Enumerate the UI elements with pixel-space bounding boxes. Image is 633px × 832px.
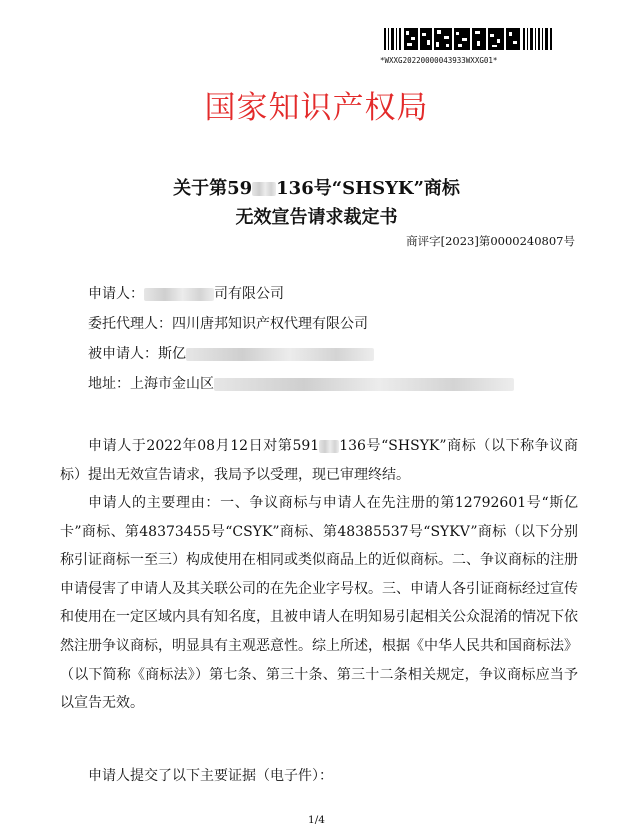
page-number: 1/4 — [308, 814, 325, 826]
address-field — [88, 373, 514, 393]
applicant-label: 申请人： — [88, 286, 144, 302]
redaction — [252, 182, 276, 196]
p2-text: 申请人的主要理由：一、争议商标与申请人在先注册的第12792601号“斯亿卡”商标、第48373455号“CSYK”商标、第48385537号“SYKV”商标（以下分别称引证商标一至三）构成使用在相同或类似商品上的近似商标。二、争议商标的注册申请侵害了申请人及其关联公司的在先企业字号权。三、申请人各引证商标经过宣传和使用在一定区域内具有知名度，且被申请人在明知易引起相关公众混淆的情况下依然注册争议商标，明显具有主观恶意性。综上所述，根据《中华人民共和国商标法》（以下简称《商标法》）第七条、第三十条、第三十二条相关规定，争议商标应当予以宣告无效。 — [60, 495, 578, 712]
paragraph-1 — [60, 432, 578, 489]
paragraph-2 — [60, 489, 578, 718]
issuing-office: 国家知识产权局 — [204, 90, 429, 126]
paragraph-3 — [60, 762, 578, 791]
title-prefix: 关于第59 — [173, 178, 253, 199]
document-title-line2: 无效宣告请求裁定书 — [235, 207, 398, 228]
respondent-label: 被申请人： — [88, 346, 158, 362]
respondent-value: 斯亿 — [158, 346, 186, 362]
address-label: 地址： — [88, 376, 130, 392]
barcode-block — [380, 28, 560, 65]
title-suffix: 136号“SHSYK”商标 — [276, 178, 460, 199]
agent-field — [88, 313, 368, 333]
agent-label: 委托代理人： — [88, 316, 172, 332]
redaction — [144, 288, 214, 301]
respondent-field — [88, 343, 374, 363]
p1-part-a: 申请人于2022年08月12日对第591 — [88, 438, 320, 454]
barcode-text: *WXXG20220000043933WXXG01* — [380, 56, 498, 65]
barcode-image — [384, 28, 554, 50]
redaction — [214, 378, 514, 391]
p3-text: 申请人提交了以下主要证据（电子件）： — [88, 768, 333, 784]
applicant-value: 司有限公司 — [214, 286, 284, 302]
document-title-line1 — [0, 174, 633, 200]
redaction — [186, 348, 374, 361]
p1-part-b: 136号“SHSYK”商标（以下称争议商标）提出无效宣告请求，我局予以受理，现已审理终结。 — [60, 438, 578, 483]
agent-value: 四川唐邦知识产权代理有限公司 — [172, 316, 368, 332]
applicant-field — [88, 283, 284, 303]
reference-number: 商评字[2023]第0000240807号 — [406, 234, 575, 248]
address-value: 上海市金山区 — [130, 376, 214, 392]
redaction — [319, 440, 339, 453]
